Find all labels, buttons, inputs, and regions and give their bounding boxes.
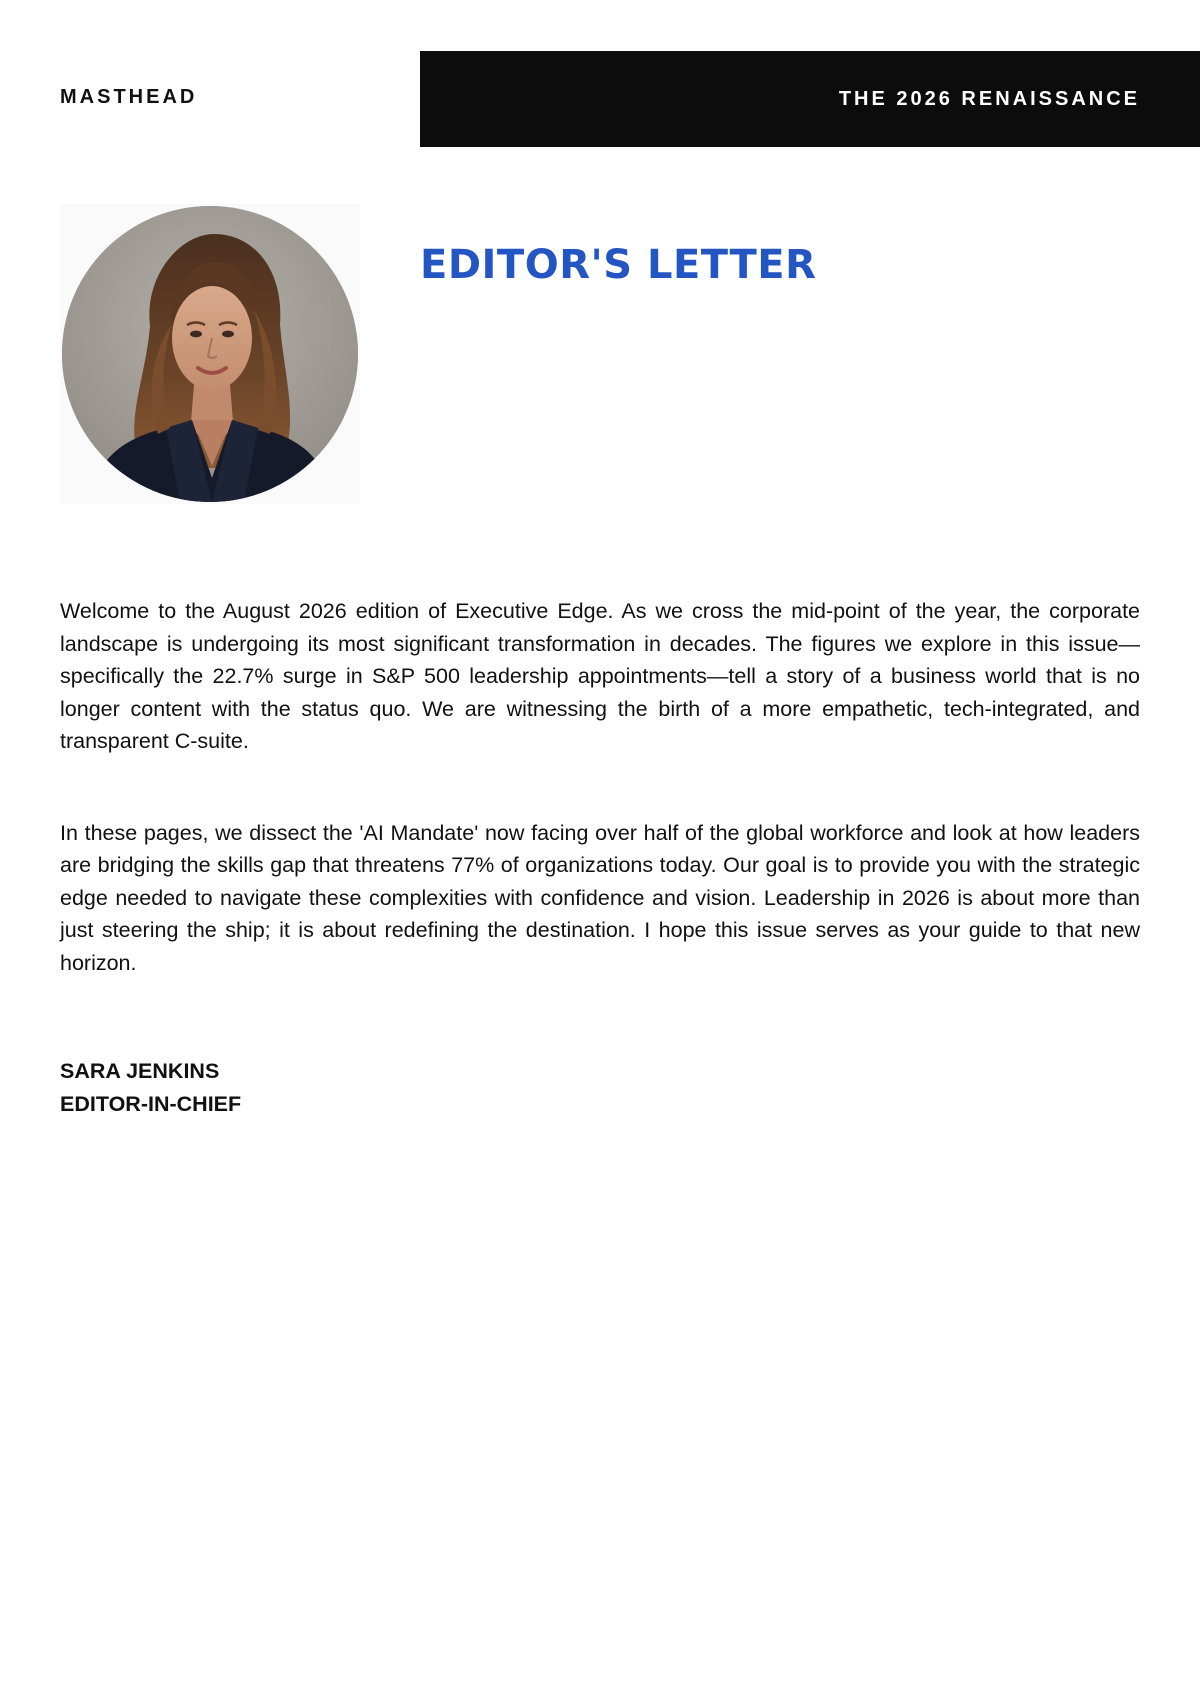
- issue-theme-title: THE 2026 RENAISSANCE: [838, 88, 1140, 110]
- page-title: EDITOR'S LETTER: [420, 242, 817, 288]
- header-bar: [420, 51, 1200, 147]
- editor-portrait: [62, 206, 358, 502]
- signature-name: SARA JENKINS: [60, 1059, 220, 1083]
- signature-block: [60, 1055, 241, 1120]
- signature-role: EDITOR-IN-CHIEF: [60, 1091, 242, 1116]
- letter-body: [60, 595, 1140, 979]
- portrait-frame: [60, 204, 360, 504]
- portrait-illustration: [62, 206, 358, 502]
- letter-paragraph: Welcome to the August 2026 edition of Executive Edge. As we cross the mid-point of the year, the corporate landscape is undergoing its most significant transformation in decades. The figures we explore in this issue—specifically the 22.7% surge in S&P 500 leadership appointments—tell a story of a business world that is no longer content with the status quo. We are witnessing the birth of a more empathetic, tech-integrated, and transparent C-suite.: [60, 599, 1140, 753]
- letter-paragraph: In these pages, we dissect the 'AI Mandate' now facing over half of the global workforce and look at how leaders are bridging the skills gap that threatens 77% of organizations today. Our goal is to provide you with the strategic edge needed to navigate these complexities with confidence and vision. Leadership in 2026 is about more than just steering the ship; it is about redefining the destination. I hope this issue serves as your guide to that new horizon.: [60, 820, 1140, 975]
- masthead-label: MASTHEAD: [60, 86, 198, 108]
